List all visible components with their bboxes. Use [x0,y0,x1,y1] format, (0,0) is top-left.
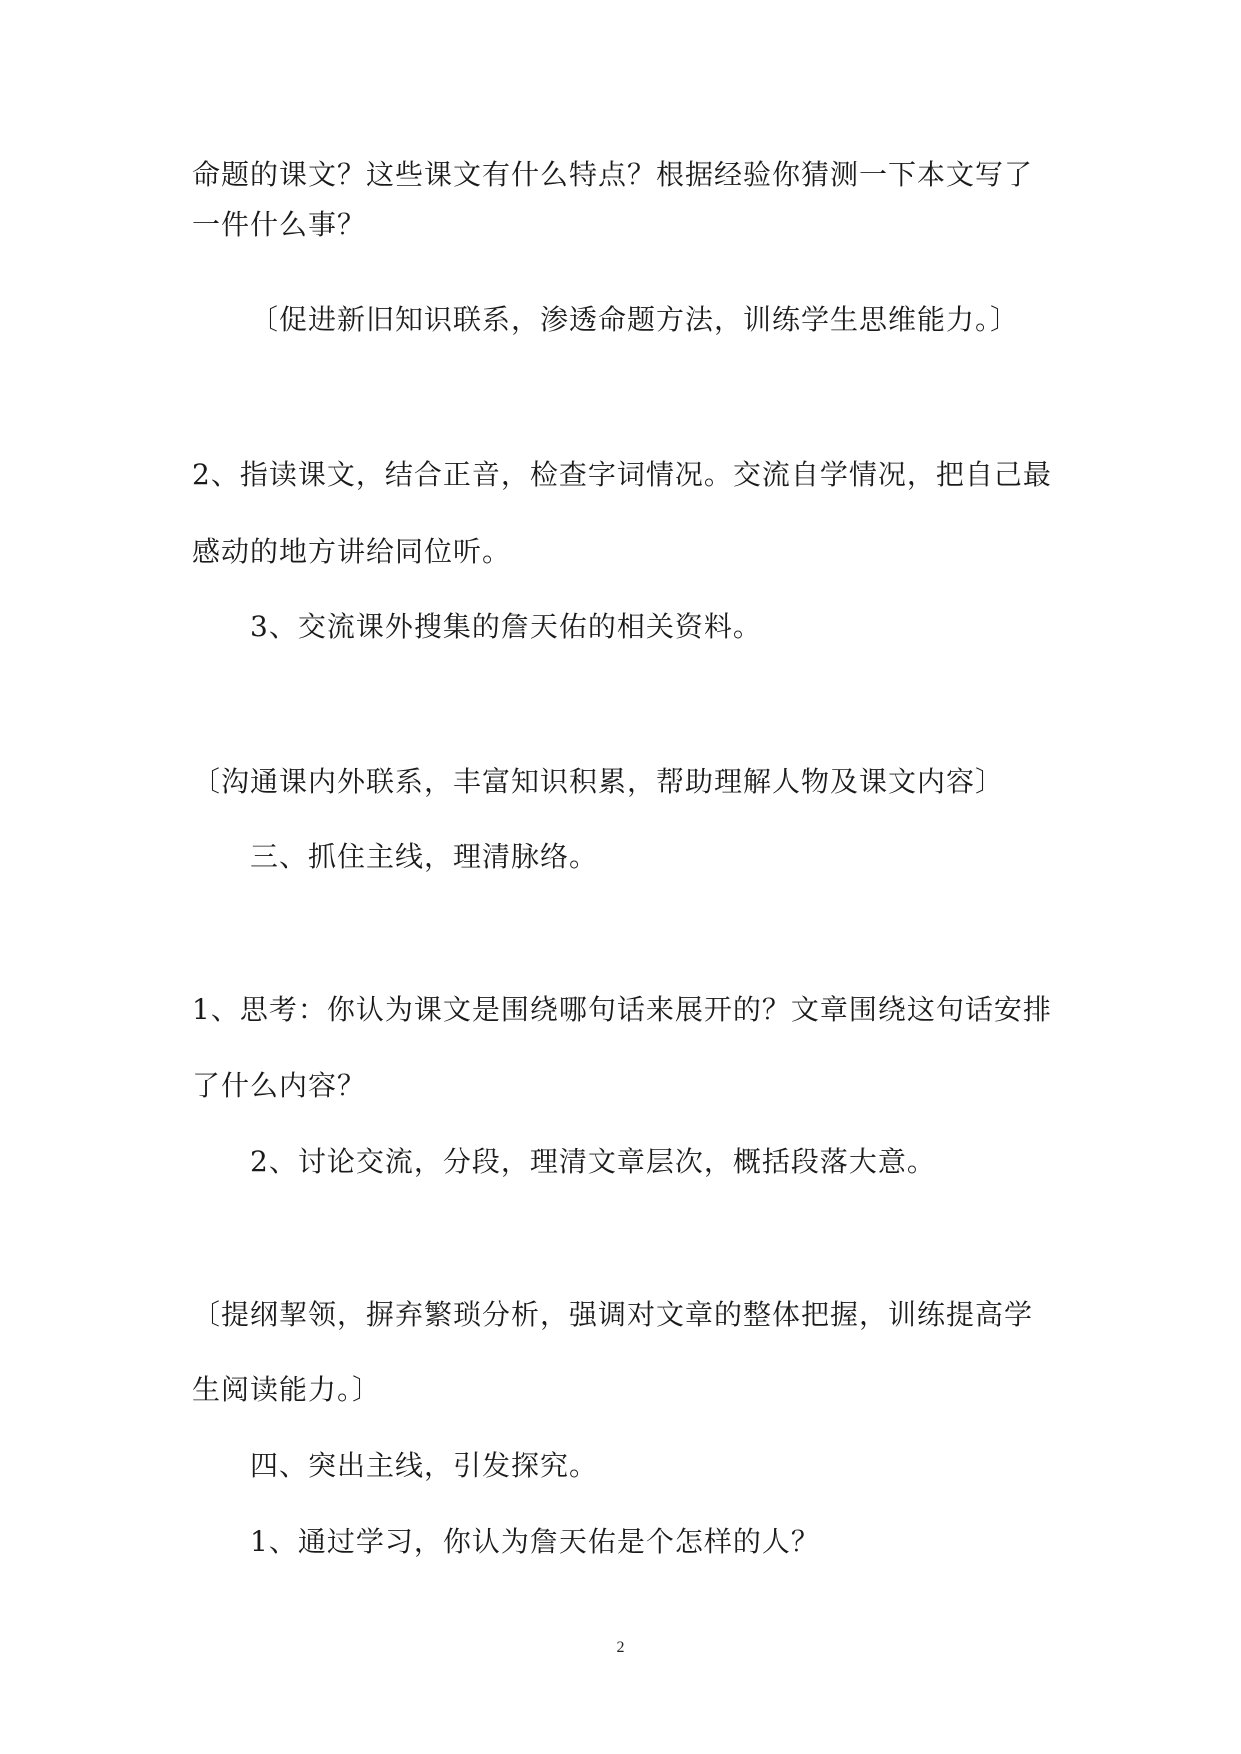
paragraph-line: 命题的课文？这些课文有什么特点？根据经验你猜测一下本文写了 [192,158,1034,191]
paragraph-line: 1、通过学习，你认为詹天佑是个怎样的人？ [250,1525,820,1558]
paragraph-line: 〔沟通课内外联系，丰富知识积累，帮助理解人物及课文内容〕 [192,765,1005,798]
paragraph-line: 2、指读课文，结合正音，检查字词情况。交流自学情况，把自己最 [192,458,1052,491]
page-number: 2 [616,1639,625,1656]
paragraph-line: 〔促进新旧知识联系，渗透命题方法，训练学生思维能力。〕 [250,303,1020,336]
paragraph-line: 生阅读能力。〕 [192,1373,382,1406]
section-heading: 四、突出主线，引发探究。 [250,1449,599,1482]
paragraph-line: 一件什么事？ [192,208,367,241]
paragraph-line: 3、交流课外搜集的詹天佑的相关资料。 [250,610,762,643]
section-heading: 三、抓住主线，理清脉络。 [250,840,599,873]
paragraph-line: 感动的地方讲给同位听。 [192,535,512,568]
paragraph-line: 2、讨论交流，分段，理清文章层次，概括段落大意。 [250,1145,936,1178]
paragraph-line: 〔提纲挈领，摒弃繁琐分析，强调对文章的整体把握，训练提高学 [192,1298,1034,1331]
paragraph-line: 1、思考：你认为课文是围绕哪句话来展开的？文章围绕这句话安排 [192,993,1052,1026]
paragraph-line: 了什么内容？ [192,1069,367,1102]
